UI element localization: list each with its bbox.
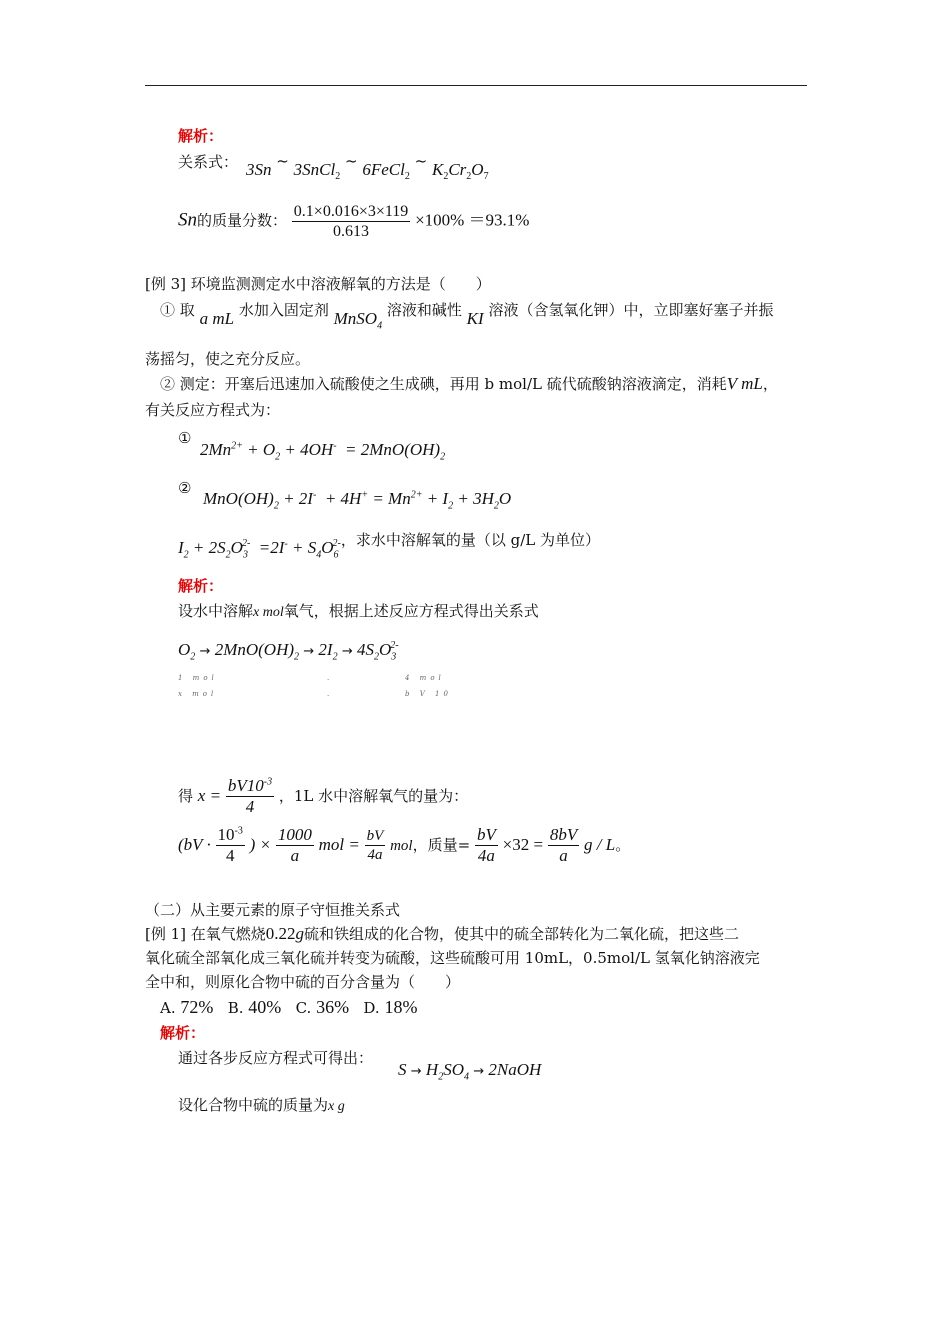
row-dot-1: .	[327, 674, 334, 682]
example3-title: [例 3] 环境监测测定水中溶液解氧的方法是（ ）	[145, 275, 491, 293]
row-xmol: x mol	[178, 690, 218, 698]
example3-step2-cont: 有关反应方程式为：	[145, 401, 281, 419]
eq1-marker: ①	[178, 429, 192, 447]
options-row	[160, 997, 417, 1019]
oxygen-amount-line: (bV · $\frac{10^{-3}}{4}$ ) × $\frac{1000}{a}$ mol = $\frac{bV}{4a}$ mol，质量= $\frac{bV}{4a}$ ×32 = $\frac{8bV}{a}$ g / L。	[178, 825, 631, 866]
row-dot-2: .	[327, 690, 334, 698]
equation-2: $MnO(OH)_2 + 2I^- + 4H^+ = Mn^{2+} + I_2 + 3H_2O$	[203, 489, 512, 512]
example3-step1: ① 取 a mL 水加入固定剂 MnSO$_4$ 溶液和碱性 KI 溶液（含氢氧化钾）中，立即塞好塞子并振	[160, 301, 774, 332]
example1-line1: [例 1] 在氧气燃烧0.22g硫和铁组成的化合物，使其中的硫全部转化为二氧化硫，把这些二	[145, 924, 740, 943]
mass-fraction-line: Sn的质量分数： $\frac{0.1\times 0.016\times 3\times 119}{0.613}$ ×100% ＝93.1%	[178, 203, 530, 241]
relation-chain-2: $O_2 \to 2MnO(OH)_2 \to 2I_2 \to 4S_2O_3^{2-}$	[178, 640, 399, 663]
relation-chain-3: $S \to H_2SO_4$ → 2NaOH	[398, 1060, 542, 1083]
equation-3-line: $I_2 + 2S_2O_3^{2-} =2I^- + S_4O_6^{2-}$，求水中溶解氧的量（以 g/L 为单位）	[178, 531, 601, 561]
option-c: C. 36%	[295, 997, 350, 1017]
analysis-label-3: 解析：	[160, 1024, 206, 1042]
x-result-line: 得 x = $\frac{bV10^{-3}}{4}$ ，1L 水中溶解氧气的量为：	[178, 776, 469, 817]
relation-chain: 3Sn ~ 3SnCl$_2$ ~ 6FeCl$_2$ ~ $K_2Cr_2O_7$	[246, 152, 489, 182]
example3-step1-cont: 荡摇匀，使之充分反应。	[145, 350, 311, 368]
eq2-marker: ②	[178, 479, 192, 497]
analysis2-intro: 设水中溶解x mol氧气，根据上述反应方程式得出关系式	[178, 602, 539, 620]
let-line: 设化合物中硫的质量为x g	[178, 1096, 345, 1114]
analysis-label-2: 解析：	[178, 577, 224, 595]
option-b: B. 40%	[227, 997, 282, 1017]
row-4mol: 4 mol	[405, 674, 445, 682]
example3-step2: ② 测定：开塞后迅速加入硫酸使之生成碘，再用 b mol/L 硫代硫酸钠溶液滴定，消耗V mL，	[160, 374, 778, 393]
example1-line2: 氧化硫全部氧化成三氧化硫并转变为硫酸，这些硫酸可用 10mL，0.5mol/L 氢氧化钠溶液完	[145, 949, 760, 967]
through-text: 通过各步反应方程式可得出：	[178, 1049, 374, 1067]
row-bv: b V 10	[405, 690, 452, 698]
relation-label: 关系式：	[178, 153, 239, 171]
section2-heading: （二）从主要元素的原子守恒推关系式	[145, 901, 401, 919]
option-a: A. 72%	[160, 997, 214, 1017]
example1-line3: 全中和，则原化合物中硫的百分含量为（ ）	[145, 973, 461, 991]
row-1mol: 1 mol	[178, 674, 218, 682]
header-rule	[145, 85, 807, 86]
option-d: D. 18%	[363, 997, 418, 1017]
analysis-label-1: 解析：	[178, 127, 224, 145]
equation-1: $2Mn^{2+} + O_2 + 4OH^- = 2MnO(OH)_2$	[200, 440, 446, 463]
